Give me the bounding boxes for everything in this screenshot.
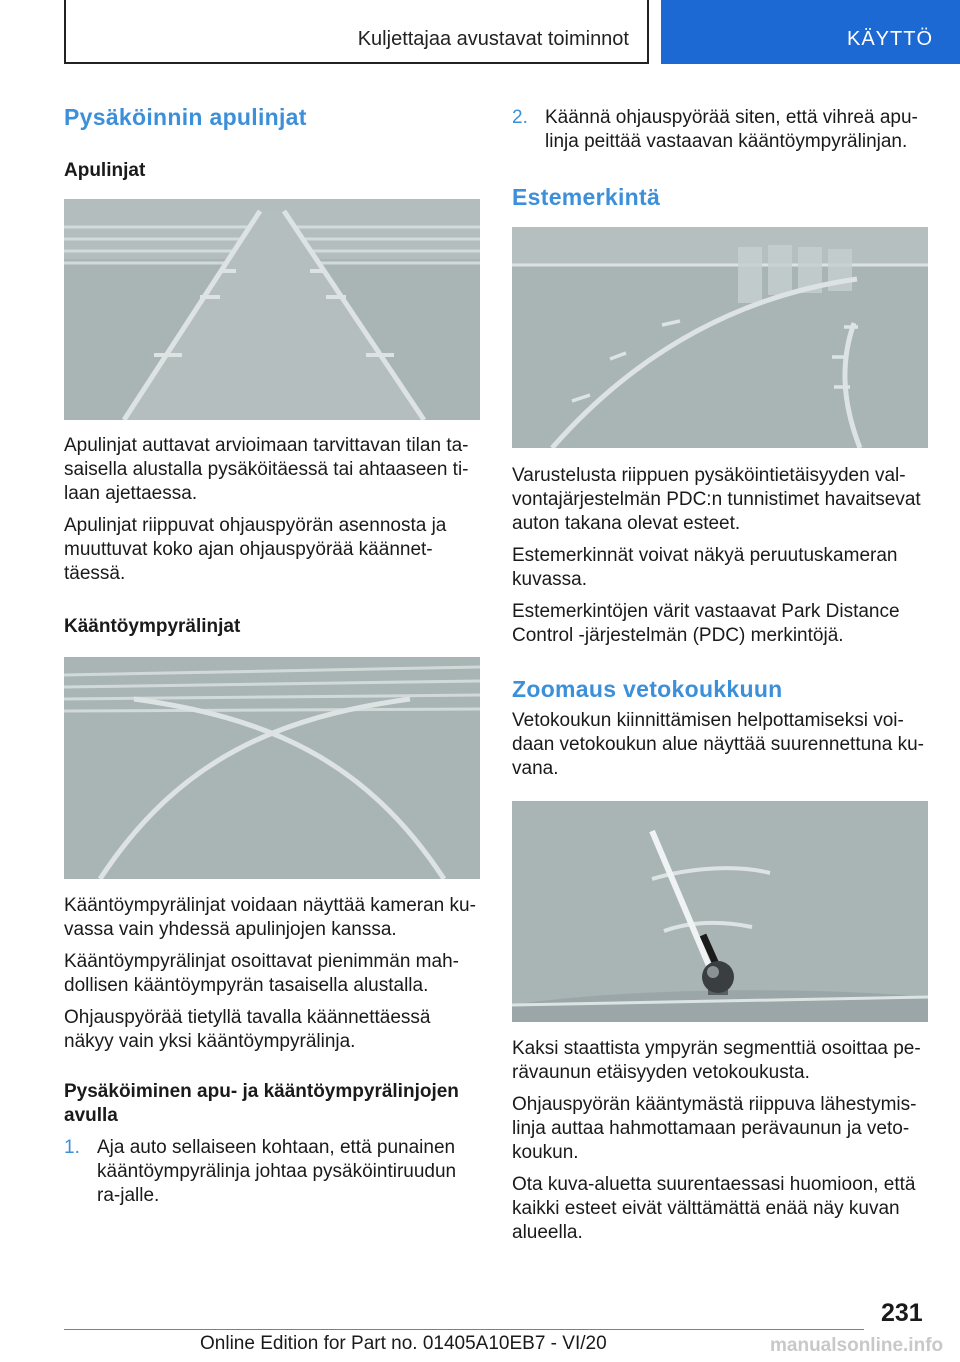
paragraph-obstacle-pdc: Varustelusta riippuen pysäköintietäisyyden val-vontajärjestelmän PDC:n tunnistimet havaitsevat auton takana olevat esteet. bbox=[512, 465, 921, 534]
chapter-tab bbox=[661, 0, 960, 64]
subheading-turning-circle: Kääntöympyrälinjat bbox=[64, 616, 241, 637]
left-column bbox=[64, 96, 480, 1208]
watermark-logo: manualsonline.info bbox=[770, 1335, 944, 1356]
figure-turning-circle-lines bbox=[64, 657, 480, 879]
step-number: 1. bbox=[64, 1137, 80, 1158]
footer-divider bbox=[64, 1329, 864, 1330]
paragraph-turning-min: Kääntöympyrälinjat osoittavat pienimmän mah-dollisen kääntöympyrän tasaisella alustalla. bbox=[64, 951, 459, 996]
heading-zoom-tow-hitch: Zoomaus vetokoukkuun bbox=[512, 676, 783, 702]
paragraph-zoom-warning: Ota kuva-aluetta suurentaessasi huomioon, että kaikki esteet eivät välttämättä enää näy kuvan alueella. bbox=[512, 1174, 916, 1243]
paragraph-obstacle-colors: Estemerkintöjen värit vastaavat Park Distance Control -järjestelmän (PDC) merkintöjä. bbox=[512, 601, 900, 646]
figure-obstacle-marking bbox=[512, 227, 928, 448]
paragraph-turning-single: Ohjauspyörää tietyllä tavalla käännettäessä näkyy vain yksi kääntöympyrälinja. bbox=[64, 1007, 431, 1052]
paragraph-guides-steering: Apulinjat riippuvat ohjauspyörän asennosta ja muuttuvat koko ajan ohjauspyörää käännet-täessä. bbox=[64, 515, 447, 584]
step-text: Aja auto sellaiseen kohtaan, että punainen kääntöympyrälinja johtaa pysäköintiruudun ra-jalle. bbox=[97, 1137, 457, 1206]
step-text: Käännä ohjauspyörää siten, että vihreä apu-linja peittää vastaavan kääntöympyrälinjan. bbox=[545, 107, 918, 152]
subheading-parking-with-lines: Pysäköiminen apu- ja kääntöympyrälinjojen avulla bbox=[64, 1081, 459, 1126]
section-title: Kuljettajaa avustavat toiminnot bbox=[357, 28, 629, 50]
step-2 bbox=[512, 106, 928, 154]
paragraph-zoom-intro: Vetokoukun kiinnittämisen helpottamiseksi voi-daan vetokoukun alue näyttää suurennettuna ku-vana. bbox=[512, 710, 924, 779]
paragraph-zoom-segments: Kaksi staattista ympyrän segmenttiä osoittaa pe-rävaunun etäisyyden vetokoukusta. bbox=[512, 1038, 921, 1083]
step-number: 2. bbox=[512, 107, 528, 128]
right-column bbox=[512, 96, 928, 1245]
page-number: 231 bbox=[881, 1299, 923, 1327]
figure-guide-lines bbox=[64, 199, 480, 420]
chapter-title: KÄYTTÖ bbox=[847, 28, 934, 50]
step-1 bbox=[64, 1136, 480, 1208]
paragraph-turning-display: Kääntöympyrälinjat voidaan näyttää kameran ku-vassa vain yhdessä apulinjojen kanssa. bbox=[64, 895, 476, 940]
page-header bbox=[0, 0, 960, 68]
subheading-guide-lines: Apulinjat bbox=[64, 160, 146, 181]
figure-tow-hitch-zoom bbox=[512, 801, 928, 1022]
paragraph-zoom-approach: Ohjauspyörän kääntymästä riippuva lähestymis-linja auttaa hahmottamaan perävaunun ja veto-koukun. bbox=[512, 1094, 917, 1163]
paragraph-obstacle-camera: Estemerkinnät voivat näkyä peruutuskameran kuvassa. bbox=[512, 545, 898, 590]
heading-obstacle-marking: Estemerkintä bbox=[512, 184, 661, 210]
paragraph-guides-purpose: Apulinjat auttavat arvioimaan tarvittavan tilan ta-saisella alustalla pysäköitäessä tai ahtaaseen ti-laan ajettaessa. bbox=[64, 435, 469, 504]
footer-edition: Online Edition for Part no. 01405A10EB7 - VI/20 bbox=[200, 1333, 607, 1354]
section-header-box bbox=[64, 0, 649, 64]
heading-parking-guides: Pysäköinnin apulinjat bbox=[64, 104, 307, 130]
